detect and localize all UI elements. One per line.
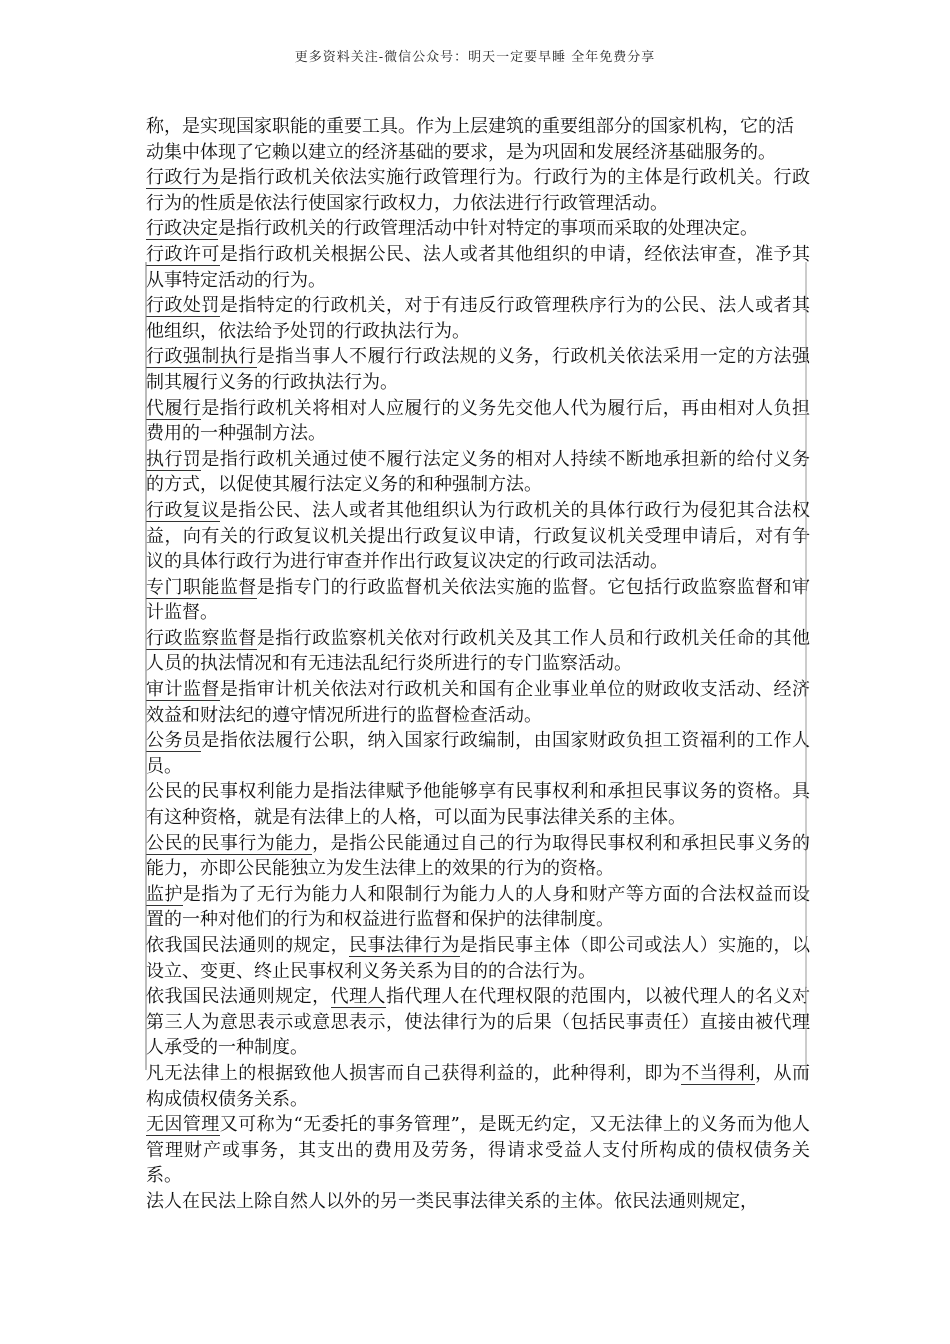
paragraph-text: 是指行政监察机关依对行政机关及其工作人员和行政机关任命的其他人员的执法情况和有无违法乱纪行炎所进行的专门监察活动。	[146, 627, 811, 675]
paragraph-text: 是指行政机关将相对人应履行的义务先交他人代为履行后，再由相对人负担费用的一种强制方法。	[146, 397, 811, 445]
paragraph	[146, 344, 810, 395]
paragraph-text: ，是指公民能通过自己的行为取得民事权利和承担民事义务的能力，亦即公民能独立为发生法律上的效果的行为的资格。	[146, 832, 811, 880]
paragraph-text: 是指行政机关依法实施行政管理行为。行政行为的主体是行政机关。行政行为的性质是依法行使国家行政权力，力依法进行行政管理活动。	[146, 167, 810, 214]
paragraph-lead: 依我国民法通则规定，	[146, 986, 331, 1008]
paragraph	[146, 882, 810, 933]
term: 行政行为	[146, 167, 220, 189]
term: 代理人	[330, 986, 386, 1008]
paragraph-text: ，从而构成债权债务关系。	[146, 1062, 811, 1110]
paragraph-text: 是指公民、法人或者其他组织认为行政机关的具体行政行为侵犯其合法权益，向有关的行政复议机关提出行政复议申请，行政复议机关受理申请后，对有争议的具体行政行为进行审查并作出行政复议决定的行政司法活动。	[146, 499, 810, 573]
paragraph-text: 是指行政机关的行政管理活动中针对特定的事项而采取的处理决定。	[218, 218, 758, 240]
term: 民事法律行为	[349, 935, 460, 956]
paragraph	[146, 831, 810, 882]
paragraph-text: 是指特定的行政机关，对于有违反行政管理秩序行为的公民、法人或者其他组织，依法给予处罚的行政执法行为。	[146, 295, 810, 342]
term: 公务员	[146, 730, 202, 752]
term: 无因管理	[146, 1114, 220, 1136]
term: 行政复议	[146, 499, 220, 521]
term: 行政决定	[146, 218, 218, 240]
paragraph	[146, 779, 810, 830]
paragraph-lead: 依我国民法通则的规定，	[146, 935, 350, 956]
document-body	[146, 114, 810, 1215]
paragraph	[146, 216, 810, 242]
paragraph-text: 是指当事人不履行行政法规的义务，行政机关依法采用一定的方法强制其履行义务的行政执法行为。	[146, 346, 811, 393]
paragraph-text: 公民的民事权利能力是指法律赋予他能够享有民事权利和承担民事议务的资格。具有这种资格，就是有法律上的人格，可以面为民事法律关系的主体。	[146, 781, 810, 829]
term: 公民的民事行为能力	[146, 832, 313, 854]
term: 行政许可	[146, 243, 220, 265]
paragraph-text: 是指审计机关依法对行政机关和国有企业事业单位的财政收支活动、经济效益和财法纪的遵守情况所进行的监督检查活动。	[146, 679, 810, 726]
paragraph	[146, 984, 810, 1061]
paragraph	[146, 396, 810, 447]
paragraph	[146, 498, 810, 575]
paragraph	[146, 575, 810, 626]
term: 不当得利	[681, 1062, 756, 1084]
paragraph-text: 法人在民法上除自然人以外的另一类民事法律关系的主体。依民法通则规定，	[146, 1190, 758, 1212]
paragraph-text: 是指民事主体（即公司或法人）实施的，以设立、变更、终止民事权利义务关系为目的的合法行为。	[146, 935, 811, 982]
paragraph-text: 是指行政机关根据公民、法人或者其他组织的申请，经依法审查，准予其从事特定活动的行为。	[146, 243, 810, 291]
paragraph-text: 是指为了无行为能力人和限制行为能力人的人身和财产等方面的合法权益而设置的一种对他们的行为和权益进行监督和保护的法律制度。	[146, 883, 811, 931]
paragraph-text: 称，是实现国家职能的重要工具。作为上层建筑的重要组部分的国家机构，它的活动集中体现了它赖以建立的经济基础的要求，是为巩固和发展经济基础服务的。	[146, 116, 794, 163]
paragraph	[146, 1061, 810, 1112]
paragraph	[146, 728, 810, 779]
paragraph-lead: 凡无法律上的根据致他人损害而自己获得利益的，此种得利，即为	[146, 1062, 682, 1084]
paragraph	[146, 1112, 810, 1189]
term: 审计监督	[146, 679, 220, 701]
paragraph	[146, 1189, 810, 1215]
paragraph	[146, 447, 810, 498]
page-header: 更多资料关注-微信公众号：明天一定要早睡 全年免费分享	[294, 50, 656, 65]
paragraph-text: 是指专门的行政监督机关依法实施的监督。它包括行政监察监督和审计监督。	[146, 576, 811, 624]
paragraph	[146, 626, 810, 677]
term: 行政强制执行	[146, 346, 257, 368]
paragraph-text: 是指行政机关通过使不履行法定义务的相对人持续不断地承担新的给付义务的方式，以促使其履行法定义务的和种强制方法。	[146, 448, 811, 496]
term: 监护	[146, 883, 183, 905]
term: 执行罚	[146, 448, 202, 470]
paragraph	[146, 242, 810, 293]
term: 专门职能监督	[146, 576, 257, 598]
paragraph	[146, 933, 810, 984]
term: 行政处罚	[146, 295, 220, 317]
paragraph	[146, 293, 810, 344]
paragraph-text: 又可称为“无委托的事务管理”，是既无约定，又无法律上的义务而为他人管理财产或事务，其支出的费用及劳务，得请求受益人支付所构成的债权债务关系。	[146, 1114, 810, 1187]
term: 代履行	[146, 397, 202, 419]
paragraph	[146, 165, 810, 216]
term: 行政监察监督	[146, 627, 257, 649]
paragraph-text: 指代理人在代理权限的范围内，以被代理人的名义对第三人为意思表示或意思表示，使法律行为的后果（包括民事责任）直接由被代理人承受的一种制度。	[146, 986, 811, 1059]
paragraph	[146, 114, 810, 165]
paragraph-text: 是指依法履行公职，纳入国家行政编制，由国家财政负担工资福利的工作人员。	[146, 730, 811, 777]
paragraph	[146, 677, 810, 728]
